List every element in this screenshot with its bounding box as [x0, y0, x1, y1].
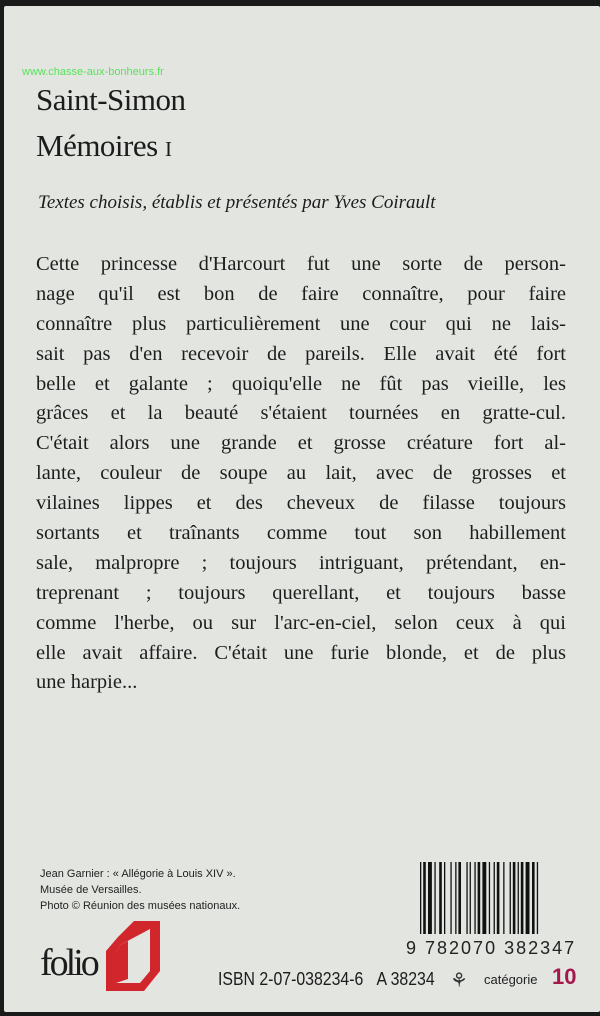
- author: Saint-Simon: [36, 82, 186, 117]
- barcode-bar: [526, 862, 530, 934]
- excerpt-line: grâces et la beauté s'étaient tournées en gratte-cul.: [36, 402, 566, 425]
- barcode-bar: [470, 862, 471, 934]
- barcode-bar: [458, 862, 461, 934]
- barcode-bar: [497, 862, 500, 934]
- product-code: A 38234: [376, 969, 435, 989]
- excerpt-line: sait pas d'en recevoir de pareils. Elle avait été fort: [36, 342, 566, 365]
- barcode-bar: [521, 862, 524, 934]
- barcode-bar: [478, 862, 481, 934]
- category-number: 10: [552, 964, 577, 989]
- title-text: Mémoires: [36, 128, 158, 163]
- excerpt-line: elle avait affaire. C'était une furie blonde, et de plus: [36, 641, 566, 664]
- book-back-cover: [4, 6, 600, 1012]
- barcode-bar: [434, 862, 435, 934]
- excerpt-line: comme l'herbe, ou sur l'arc-en-ciel, selon ceux à qui: [36, 611, 566, 634]
- credit-line: Photo © Réunion des musées nationaux.: [40, 900, 241, 912]
- category-symbol-icon: ⚘: [450, 968, 468, 992]
- credit-line: Musée de Versailles.: [40, 884, 142, 896]
- isbn-code-line: [218, 969, 435, 990]
- barcode-bar: [450, 862, 451, 934]
- barcode-bar: [489, 862, 490, 934]
- book-title: [36, 128, 171, 164]
- category-label: catégorie: [484, 972, 538, 987]
- barcode-bar: [513, 862, 516, 934]
- barcode: [420, 862, 578, 934]
- barcode-bar: [532, 862, 535, 934]
- excerpt: [36, 250, 566, 698]
- barcode-bar: [428, 862, 432, 934]
- barcode-bar: [518, 862, 519, 934]
- image-credits: [40, 866, 240, 914]
- barcode-bar: [423, 862, 426, 934]
- barcode-bar: [494, 862, 495, 934]
- excerpt-line: treprenant ; toujours querellant, et toujours basse: [36, 581, 566, 604]
- barcode-bar: [466, 862, 467, 934]
- publisher-logo-text: folio: [40, 942, 97, 984]
- excerpt-line: lante, couleur de soupe au lait, avec de grosses et: [36, 462, 566, 485]
- barcode-bar: [439, 862, 442, 934]
- excerpt-line: belle et galante ; quoiqu'elle ne fût pas vieille, les: [36, 372, 566, 395]
- isbn: ISBN 2-07-038234-6: [218, 969, 364, 989]
- subtitle: Textes choisis, établis et présentés par Yves Coirault: [38, 192, 436, 213]
- barcode-bar: [482, 862, 486, 934]
- excerpt-line: vilaines lippes et des cheveux de filasse toujours: [36, 492, 566, 515]
- barcode-bar: [420, 862, 421, 934]
- barcode-number: 9 782070 382347: [406, 938, 577, 958]
- excerpt-line: une harpie...: [36, 671, 138, 694]
- barcode-bar: [455, 862, 456, 934]
- excerpt-line: Cette princesse d'Harcourt fut une sorte de person-: [36, 253, 566, 275]
- folio-logo-icon: [104, 921, 162, 993]
- credit-line: Jean Garnier : « Allégorie à Louis XIV ».: [40, 868, 236, 880]
- barcode-bar: [537, 862, 538, 934]
- excerpt-line: sortants et traînants comme tout son habillement: [36, 522, 566, 545]
- watermark: www.chasse-aux-bonheurs.fr: [22, 66, 164, 78]
- excerpt-line: C'était alors une grande et grosse créature fort al-: [36, 432, 566, 455]
- barcode-bar: [474, 862, 475, 934]
- barcode-bar: [503, 862, 504, 934]
- barcode-bar: [444, 862, 445, 934]
- volume-number: I: [164, 137, 172, 161]
- excerpt-line: sale, malpropre ; toujours intriguant, prétendant, en-: [36, 551, 566, 574]
- excerpt-line: nage qu'il est bon de faire connaître, pour faire: [36, 282, 566, 305]
- excerpt-line: connaître plus particulièrement une cour qui ne lais-: [36, 312, 566, 335]
- barcode-bar: [510, 862, 511, 934]
